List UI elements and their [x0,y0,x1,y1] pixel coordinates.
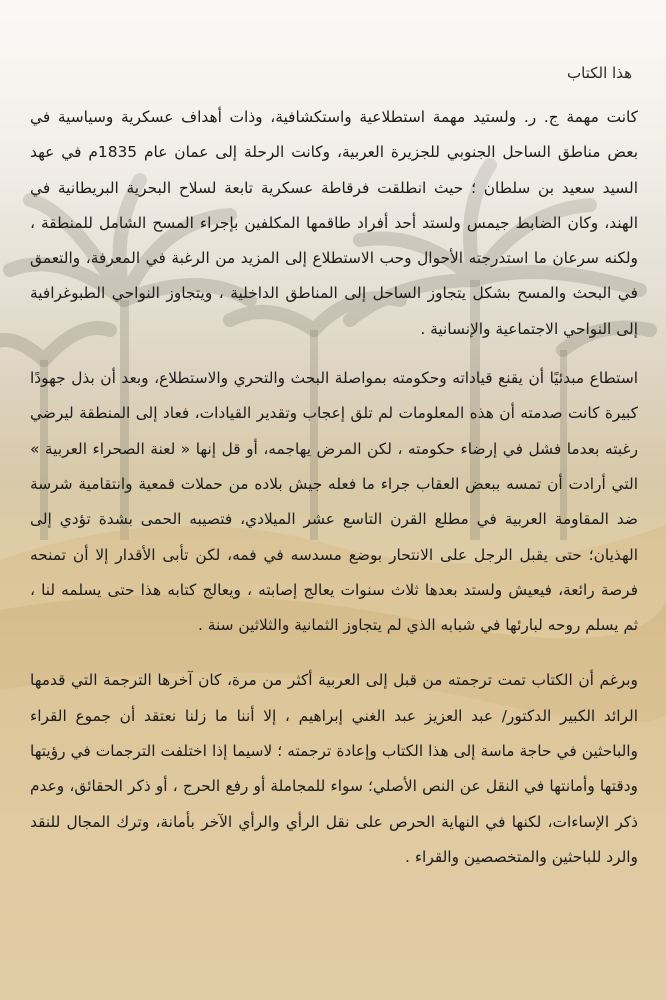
section-heading: هذا الكتاب [567,64,632,82]
paragraph-1: كانت مهمة ج. ر. ولستيد مهمة استطلاعية واستكشافية، وذات أهداف عسكرية وسياسية في بعض مناطق الساحل الجنوبي للجزيرة العربية، وكانت الرحلة إلى عمان عام 1835م في عهد السيد سعيد بن سلطان ؛ حيث انطلقت فرقاطة عسكرية تابعة لسلاح البحرية البريطانية في الهند، وكان الضابط جيمس ولستد أحد أفراد طاقمها المكلفين بإجراء المسح الشامل للمنطقة ، ولكنه سرعان ما استدرجته الأحوال وحب الاستطلاع إلى المزيد من الرغبة في المعرفة، والتعمق في البحث والمسح بشكل يتجاوز الساحل إلى المناطق الداخلية ، ويتجاوز النواحي الطبوغرافية إلى النواحي الاجتماعية والإنسانية . [30,108,638,338]
paragraph-3: وبرغم أن الكتاب تمت ترجمته من قبل إلى العربية أكثر من مرة، كان آخرها الترجمة التي قدمها الرائد الكبير الدكتور/ عبد العزيز عبد الغني إبراهيم ، إلا أننا ما زلنا نعتقد أن جموع القراء والباحثين في حاجة ماسة إلى هذا الكتاب وإعادة ترجمته ؛ لاسيما إذا اختلفت الترجمات في رؤيتها ودقتها وأمانتها في النقل عن النص الأصلي؛ سواء للمجاملة أو رفع الحرج ، أو ذكر الحقائق، وعدم ذكر الإساءات، لكنها في النهاية الحرص على نقل الرأي والرأي الآخر بأمانة، وترك المجال للنقد والرد للباحثين والمتخصصين والقراء . [30,671,638,866]
paragraph-2: استطاع مبدئيًا أن يقنع قياداته وحكومته بمواصلة البحث والتحري والاستطلاع، وبعد أن بذل جهودًا كبيرة كانت صدمته أن هذه المعلومات لم تلق إعجاب وتقدير القيادات، فعاد إلى المنطقة ليرضي رغبته بعدما فشل في إرضاء حكومته ، لكن المرض يهاجمه، أو قل إنها « لعنة الصحراء العربية » التي أرادت أن تمسه ببعض العقاب جراء ما فعله جيش بلاده من حملات قمعية وانتقامية شرسة ضد المقاومة العربية في مطلع القرن التاسع عشر الميلادي، فتصيبه الحمى بشدة تؤدي إلى الهذيان؛ حتى يقبل الرجل على الانتحار بوضع مسدسه في فمه، لكن تأبى الأقدار إلا أن تمنحه فرصة رائعة، فيعيش ولستد بعدها ثلاث سنوات يعالج إصابته ، ويعالج كتابه هذا حتى يسلمه لنا ، ثم يسلم روحه لبارئها في شبابه الذي لم يتجاوز الثمانية والثلاثين سنة . [30,369,638,635]
text-content [30,64,638,875]
